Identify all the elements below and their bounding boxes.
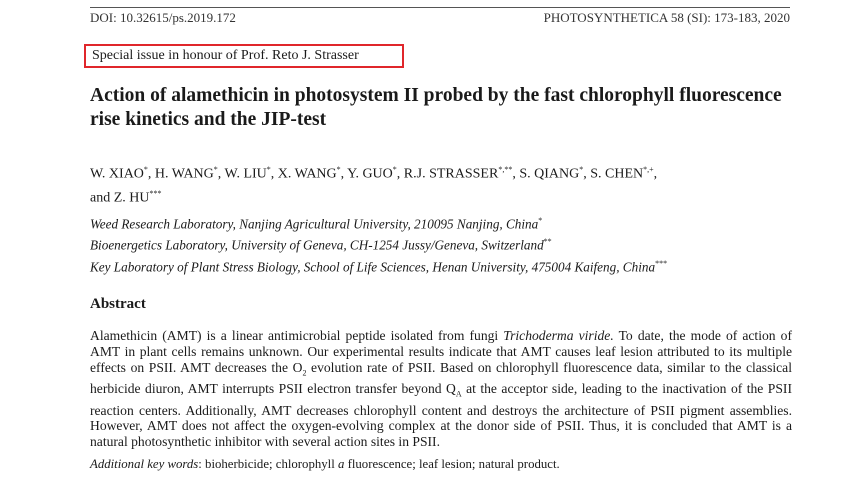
author-mark: * [336,165,341,174]
author: X. WANG [277,166,337,182]
doi-text[interactable]: DOI: 10.32615/ps.2019.172 [90,10,236,25]
author-mark: *** [149,188,162,198]
special-issue-banner: Special issue in honour of Prof. Reto J. Strasser [84,44,404,68]
author-mark: * [392,165,397,174]
author-mark: *,+ [643,165,654,174]
author: and Z. HU [90,190,150,206]
affiliation: Bioenergetics Laboratory, University of Geneva, CH-1254 Jussy/Geneva, Switzerland** [90,237,552,253]
author: W. XIAO [90,166,144,182]
abstract-heading: Abstract [90,296,146,312]
paper-title: Action of alamethicin in photosystem II probed by the fast chlorophyll fluorescence rise kinetics and the JIP-test [90,85,782,130]
affiliation: Weed Research Laboratory, Nanjing Agricultural University, 210095 Nanjing, China* [90,216,543,232]
author-mark: * [266,165,271,174]
author-list: W. XIAO*, H. WANG*, W. LIU*, X. WANG*, Y. GUO*, R.J. STRASSER*,**, S. QIANG*, S. CHEN*,+, and Z. HU*** [90,165,658,206]
author-mark: * [143,165,148,174]
author: W. LIU [224,166,267,182]
key-words-label: Additional key words [90,457,199,471]
abstract-text: Alamethicin (AMT) is a linear antimicrobial peptide isolated from fungi Trichoderma viride. To date, the mode of action of AMT in plant cells remains unknown. Our experimental results indicate that AMT causes leaf lesion attributed to its multiple effects on PSII. AMT decreases the $O_2$ evolution rate of PSII. Based on chlorophyll fluorescence data, similar to the classical herbicide diuron, AMT interrupts PSII electron transfer beyond $Q_A$ at the acceptor side, leading to the inactivation of the PSII reaction centers. Additionally, AMT decreases chlorophyll content and destroys the architecture of PSII pigment assemblies. However, AMT does not affect the oxygen-evolving complex at the donor side of PSII. Thus, it is concluded that AMT is a natural photosynthetic inhibitor with several action sites in PSII. [90,328,792,450]
key-words: Additional key words: bioherbicide; chlorophyll a fluorescence; leaf lesion; natural product. [90,457,560,471]
header-rule [90,7,790,8]
author-mark: *,** [498,165,513,174]
species-name: Trichoderma viride. [503,328,614,343]
author: R.J. STRASSER [403,166,499,182]
affiliation-list [90,212,810,276]
journal-citation: PHOTOSYNTHETICA 58 (SI): 173-183, 2020 [543,10,790,25]
author: H. WANG [154,166,214,182]
author: S. QIANG [519,166,580,182]
author-mark: * [213,165,218,174]
affiliation: Key Laboratory of Plant Stress Biology, School of Life Sciences, Henan University, 475004 Kaifeng, China*** [90,258,668,275]
author: S. CHEN [590,166,644,182]
author-mark: * [579,165,584,174]
author: Y. GUO [347,166,393,182]
